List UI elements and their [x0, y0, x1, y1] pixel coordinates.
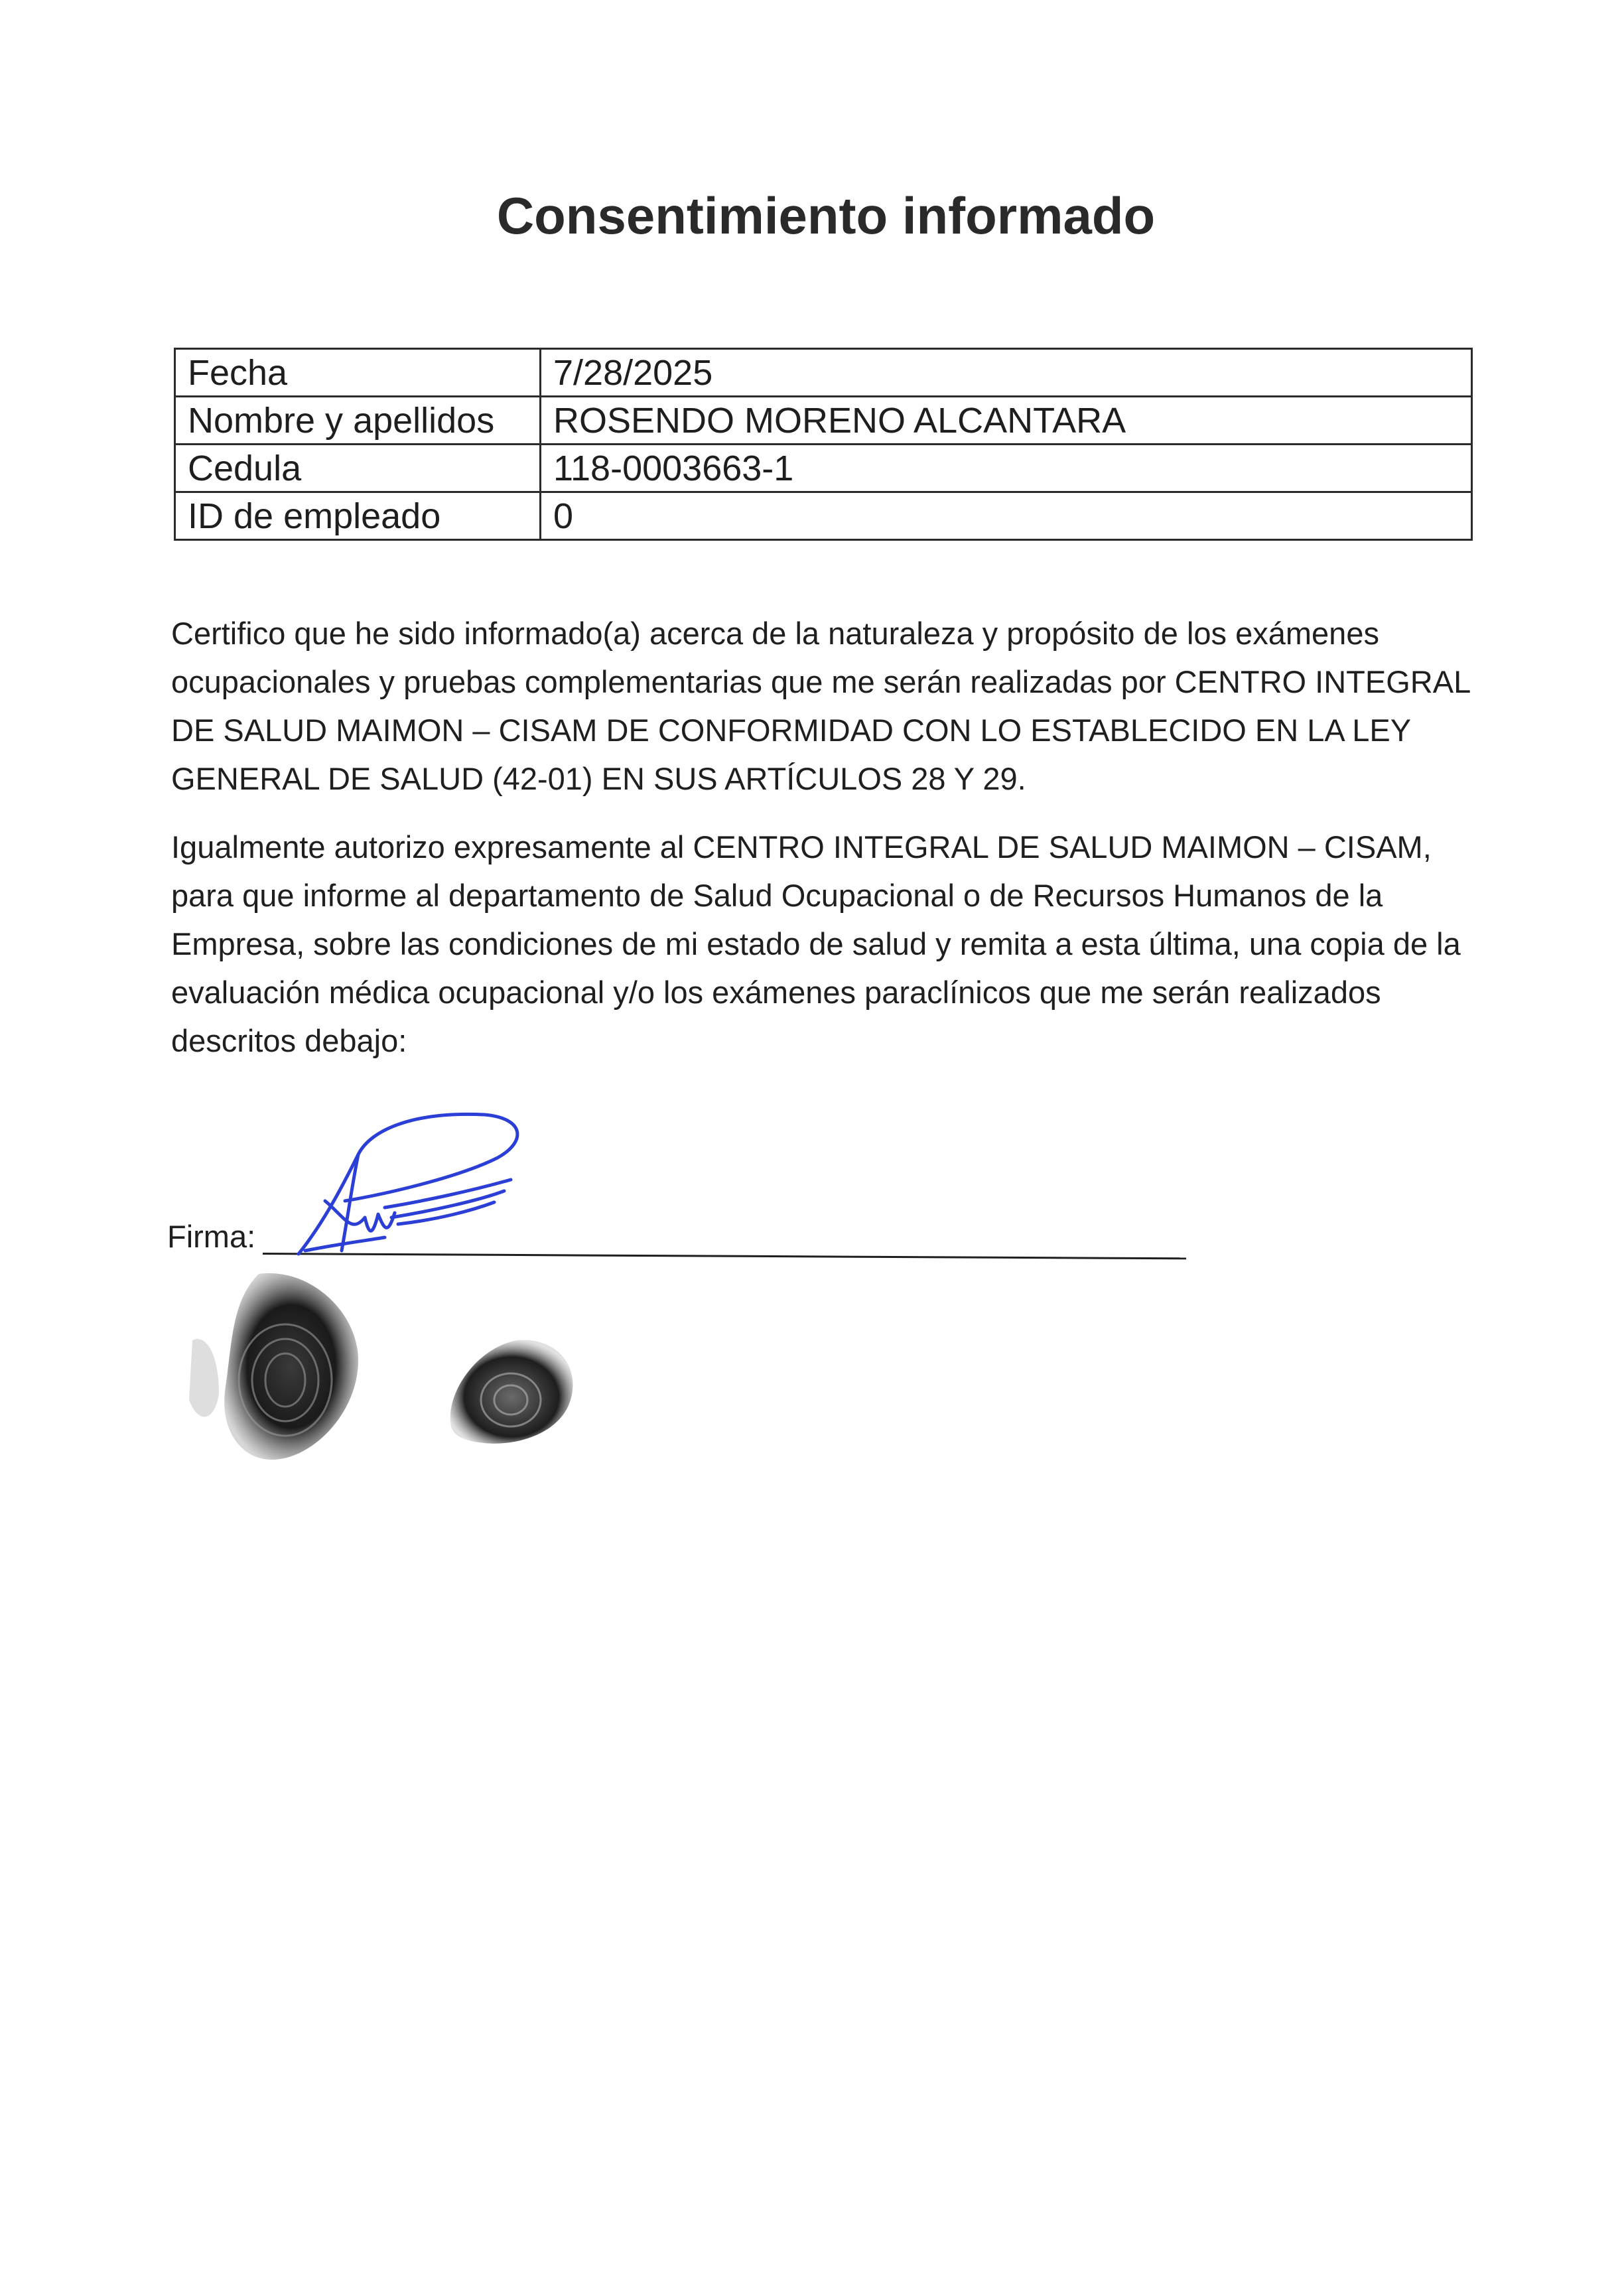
field-value-cedula: 118-0003663-1 — [541, 445, 1472, 492]
table-row — [175, 445, 1472, 492]
signature-label: Firma: — [167, 1219, 256, 1254]
authorization-paragraph: Igualmente autorizo expresamente al CENTRO INTEGRAL DE SALUD MAIMON – CISAM, para que informe al departamento de Salud Ocupacional o de Recursos Humanos de la Empresa, sobre las condiciones de mi estado de salud y remita a esta última, una copia de la evaluación médica ocupacional y/o los exámenes paraclínicos que me serán realizados descritos debajo: — [171, 829, 1461, 1058]
field-label-cedula: Cedula — [175, 445, 541, 492]
field-value-id: 0 — [541, 492, 1472, 540]
field-value-nombre: ROSENDO MORENO ALCANTARA — [541, 397, 1472, 445]
signature-image — [285, 1101, 537, 1274]
field-label-nombre: Nombre y apellidos — [175, 397, 541, 445]
table-row — [175, 349, 1472, 397]
field-label-id: ID de empleado — [175, 492, 541, 540]
certification-paragraph: Certifico que he sido informado(a) acerca de la naturaleza y propósito de los exámenes ocupacionales y pruebas complementarias que me serán realizadas por CENTRO INTEGRAL DE SALUD MAIMON – CISAM DE CONFORMIDAD CON LO ESTABLECIDO EN LA LEY GENERAL DE SALUD (42-01) EN SUS ARTÍCULOS 28 Y 29. — [171, 616, 1470, 796]
field-label-fecha: Fecha — [175, 349, 541, 397]
field-value-fecha: 7/28/2025 — [541, 349, 1472, 397]
document-title: Consentimiento informado — [496, 186, 1156, 245]
table-row — [175, 492, 1472, 540]
table-row — [175, 397, 1472, 445]
fingerprint-image — [179, 1261, 378, 1473]
info-table — [174, 348, 1473, 541]
fingerprint-image — [438, 1327, 590, 1453]
